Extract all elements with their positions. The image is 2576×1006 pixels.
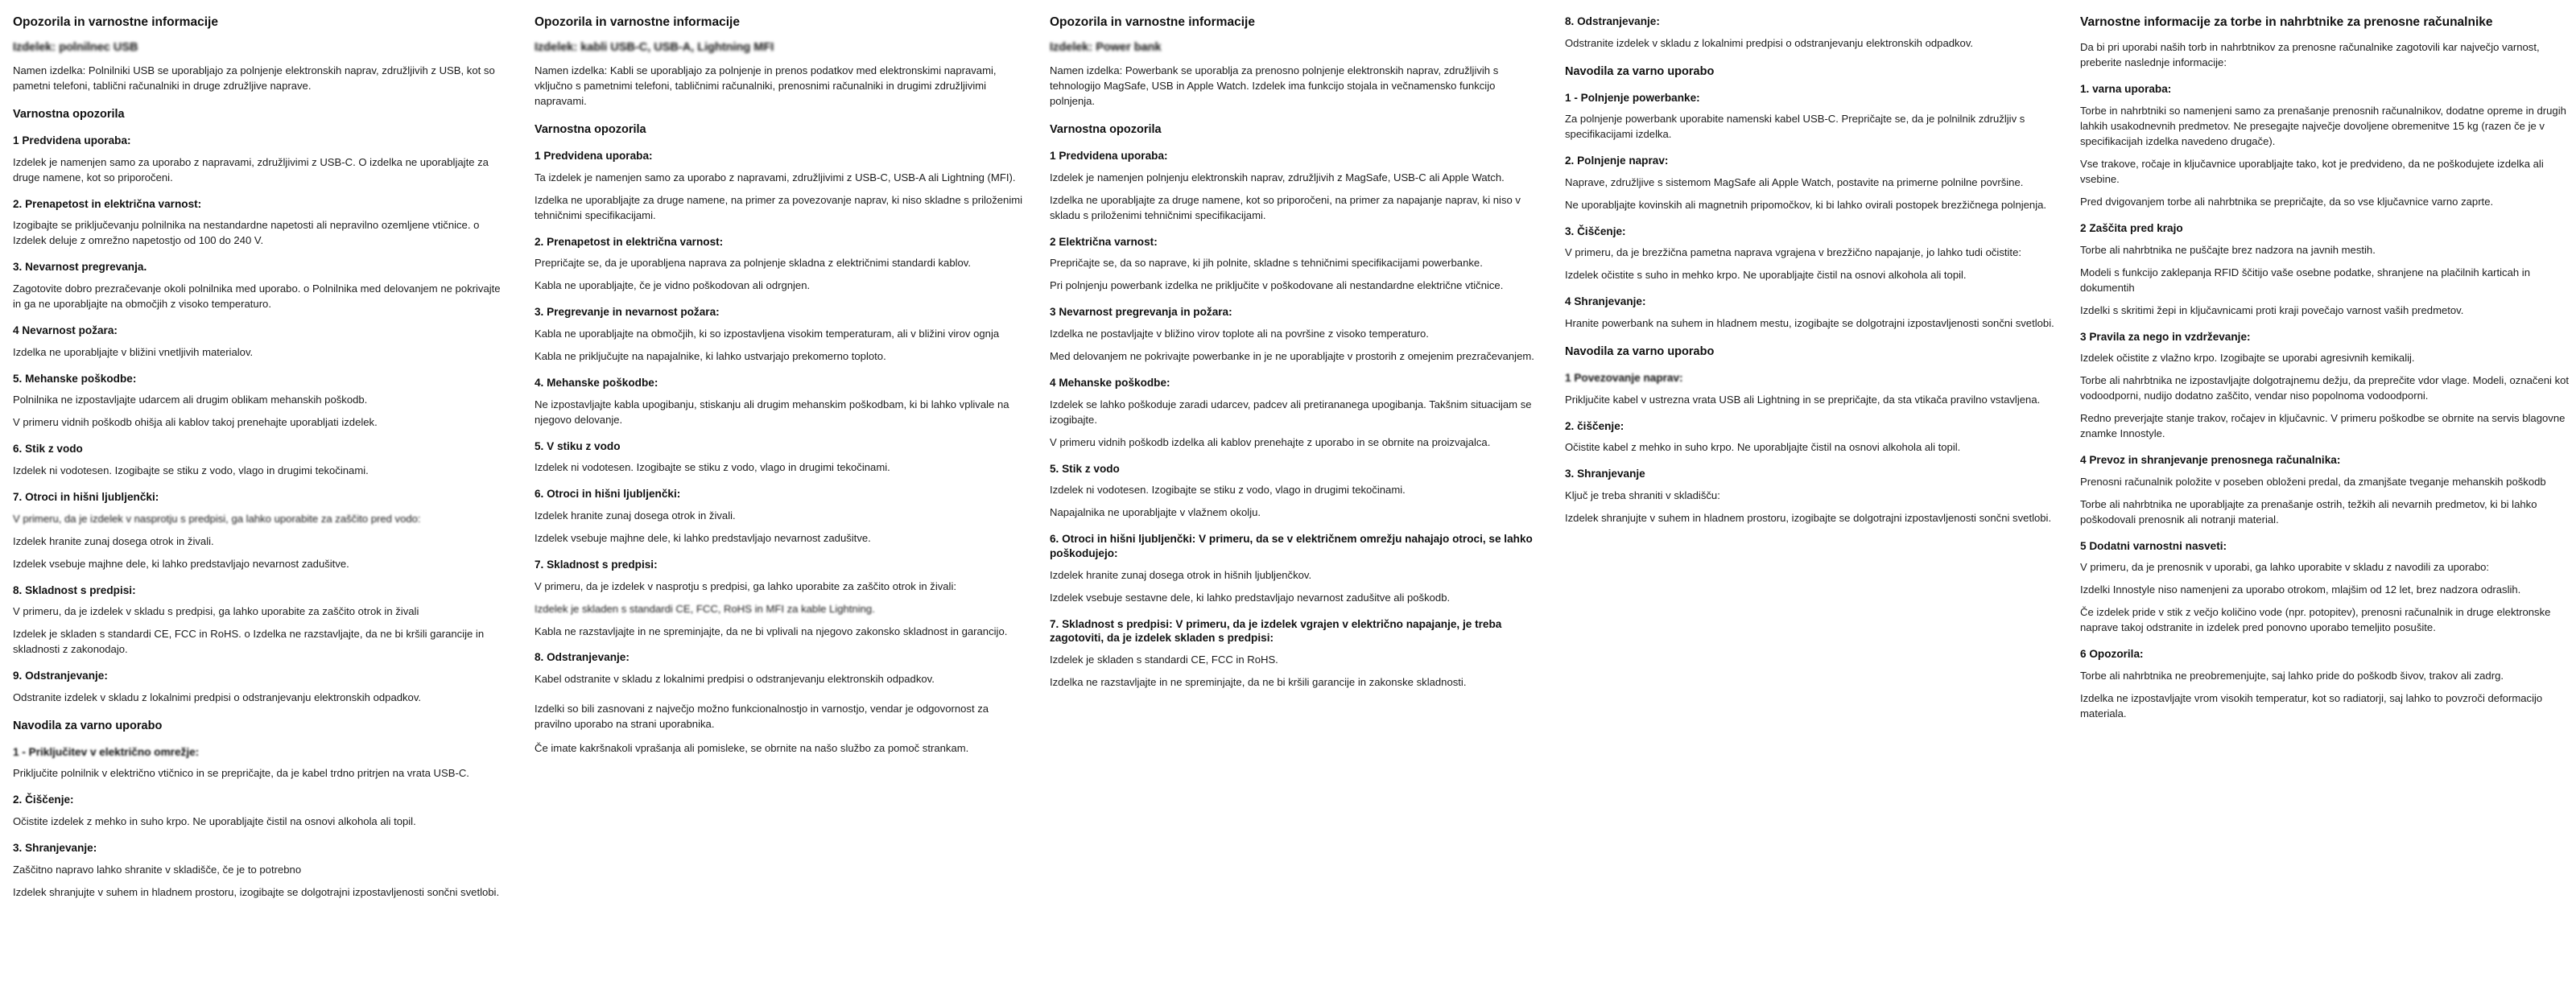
product-purpose: Namen izdelka: Kabli se uporabljajo za polnjenje in prenos podatkov med elektronskimi napravami, vključno s pametnimi telefoni, tabličnimi računalniki, prenosnimi računalniki in drugimi združljivimi napravami. [535,64,997,108]
item-title: 9. Odstranjevanje: [13,670,108,682]
item-text: Očistite izdelek z mehko in suho krpo. Ne uporabljajte čistil na osnovi alkohola ali topil. [13,814,416,827]
product-label: Izdelek: Power bank [1050,41,1162,55]
item-text: Izdelek je namenjen samo za uporabo z napravami, združljivimi z USB-C. O izdelka ne uporabljajte za druge namene, kot so priporočeni. [13,155,489,183]
item-text: Izdelek se lahko poškoduje zaradi udarcev, padcev ali pretirananega upogibanja. Takšnim situacijam se izogibajte. [1050,398,1532,426]
item-text: Za polnjenje powerbank uporabite namenski kabel USB-C. Prepričajte se, da je polnilnik združljiv s specifikacijami izdelka. [1565,113,2025,141]
item-title: 4 Shranjevanje: [1565,295,1646,308]
item-title: 1. varna uporaba: [2080,83,2172,96]
item-text: Izdelka ne uporabljajte v bližini vnetljivih materialov. [13,345,254,358]
item-text: Kabla ne razstavljajte in ne spreminjajte, da ne bi vplivali na njegovo zakonsko skladnost in garancijo. [535,625,1008,637]
item-text: Prepričajte se, da so naprave, ki jih polnite, skladne s tehničnimi specifikacijami powerbanke. [1050,257,1483,270]
item-title: 4 Prevoz in shranjevanje prenosnega računalnika: [2080,454,2341,467]
item-title: 2. čiščenje: [1565,419,1624,432]
item-text: Kabla ne priključujte na napajalnike, ki lahko ustvarjajo prekomerno toploto. [535,349,886,362]
section-heading-warnings: Varnostna opozorila [1050,123,1162,137]
item-text: Izdelki s skritimi žepi in ključavnicami proti kraji povečajo varnost vaših predmetov. [2080,303,2464,316]
item-text: Izdelek je skladen s standardi CE, FCC in RoHS. [1050,653,1278,666]
item-text: Izdelek očistite s suho in mehko krpo. Ne uporabljajte čistil na osnovi alkohola ali topil. [1565,269,1967,282]
item-title: 7. Otroci in hišni ljubljenčki: [13,490,159,503]
item-text: Izogibajte se priključevanju polnilnika na nestandardne napetosti ali nepravilno ozemljene vtičnice. o Izdelek deluje z omrežno napetostjo od 100 do 240 V. [13,219,480,247]
item-text: Zaščitno napravo lahko shranite v skladišče, če je to potrebno [13,863,302,876]
item-text: Torbe ali nahrbtnika ne uporabljajte za prenašanje ostrih, težkih ali nevarnih predmetov, ki bi lahko poškodovali prenosnik ali notranji material. [2080,497,2537,526]
item-title: 1 Predvidena uporaba: [1050,150,1168,163]
column-powerbank [1043,14,1558,1006]
item-title: 3. Čiščenje: [1565,225,1626,237]
item-text: Vse trakove, ročaje in ključavnice uporabljajte tako, kot je predvideno, da ne poškodujete izdelka ali vsebine. [2080,157,2544,185]
section-heading-warnings: Varnostna opozorila [535,123,646,137]
item-text: Kabla ne uporabljajte na območjih, ki so izpostavljena visokim temperaturam, ali v bližini virov ognja [535,327,1000,340]
item-title: 3. Nevarnost pregrevanja. [13,261,147,274]
item-text: Izdelka ne uporabljajte za druge namene, na primer za povezovanje naprav, ki niso skladne s priloženimi tehničnimi specifikacijami. [535,193,1023,221]
column-charger [13,14,528,1006]
item-text: Izdelek je skladen s standardi CE, FCC, RoHS in MFI za kable Lightning. [535,602,875,615]
item-text: Ključ je treba shraniti v skladišču: [1565,489,1720,501]
item-text: Izdelka ne izpostavljajte vrom visokih temperatur, kot so radiatorji, saj lahko to povzroči deformacijo materiala. [2080,692,2543,719]
item-text: Modeli s funkcijo zaklepanja RFID ščitijo vaše osebne podatke, shranjene na plačilnih karticah in dokumentih [2080,266,2530,294]
item-text: V primeru, da je brezžična pametna naprava vgrajena v brezžično napajanje, jo lahko tudi očistite: [1565,246,2021,259]
item-text: Pred dvigovanjem torbe ali nahrbtnika se prepričajte, da so vse ključavnice varno zaprte. [2080,195,2494,208]
section-heading-warnings: Varnostna opozorila [13,108,125,122]
item-text: Izdelek hranite zunaj dosega otrok in živali. [535,509,736,522]
item-title: 3. Shranjevanje: [13,841,97,854]
item-text: Izdelka ne uporabljajte za druge namene, kot so priporočeni, na primer za napajanje naprav, ki niso v skladu s priloženimi tehničnimi specifikacijami. [1050,193,1521,221]
item-text: Ne uporabljajte kovinskih ali magnetnih pripomočkov, ki bi lahko ovirali postopek brezžičnega polnjenja. [1565,198,2047,211]
column-powerbank-continued [1558,14,2074,1006]
item-text: Izdelek je namenjen polnjenju elektronskih naprav, združljivih z MagSafe, USB-C ali Apple Watch. [1050,171,1505,183]
item-title: 5 Dodatni varnostni nasveti: [2080,539,2227,552]
item-text: Odstranite izdelek v skladu z lokalnimi predpisi o odstranjevanju elektronskih odpadkov. [1565,36,1974,49]
item-text: Izdelek hranite zunaj dosega otrok in živali. [13,534,214,547]
item-text: Ta izdelek je namenjen samo za uporabo z napravami, združljivimi z USB-C, USB-A ali Lightning (MFI). [535,171,1016,183]
item-title: 4. Mehanske poškodbe: [535,376,658,389]
item-title: 2. Prenapetost in električna varnost: [535,235,724,248]
item-text: V primeru, da je izdelek v skladu s predpisi, ga lahko uporabite za zaščito otrok in živali [13,605,419,618]
item-title: 2 Zaščita pred krajo [2080,221,2183,234]
item-text: Prepričajte se, da je uporabljena naprava za polnjenje skladna z električnimi standardi kablov. [535,257,972,270]
item-text: V primeru, da je izdelek v nasprotju s predpisi, ga lahko uporabite za zaščito pred vodo: [13,512,421,525]
item-text: Izdelek vsebuje majhne dele, ki lahko predstavljajo nevarnost zadušitve. [535,531,871,544]
item-text: Hranite powerbank na suhem in hladnem mestu, izogibajte se dolgotrajni izpostavljenosti sončni svetlobi. [1565,317,2054,330]
item-title: 3. Pregrevanje in nevarnost požara: [535,306,720,319]
column-cables [528,14,1043,1006]
intro-text: Da bi pri uporabi naših torb in nahrbtnikov za prenosne računalnike zagotovili kar največjo varnost, preberite naslednje informacije: [2080,41,2540,69]
item-text: Naprave, združljive s sistemom MagSafe ali Apple Watch, postavite na primerne polnilne površine. [1565,175,2024,188]
item-text: Torbe ali nahrbtnika ne preobremenjujte, saj lahko pride do poškodb šivov, trakov ali zadrg. [2080,670,2504,682]
item-title: 6. Otroci in hišni ljubljenčki: [535,488,681,501]
page-title: Opozorila in varnostne informacije [535,15,740,29]
item-title: 5. Stik z vodo [1050,462,1120,475]
item-title: 7. Skladnost s predpisi: V primeru, da je izdelek vgrajen v električno napajanje, je treba zagotoviti, da je izdelek skladen s predpisi: [1050,617,1502,645]
item-text: Napajalnika ne uporabljajte v vlažnem okolju. [1050,506,1261,519]
item-title: 5. V stiku z vodo [535,439,621,452]
item-text: Izdelek ni vodotesen. Izogibajte se stiku z vodo, vlago in drugimi tekočinami. [535,461,890,474]
item-text: Izdelek ni vodotesen. Izogibajte se stiku z vodo, vlago in drugimi tekočinami. [1050,484,1406,497]
item-text: Izdelek vsebuje sestavne dele, ki lahko predstavljajo nevarnost zadušitve ali poškodb. [1050,591,1451,604]
item-text: Zagotovite dobro prezračevanje okoli polnilnika med uporabo. o Polnilnika med delovanjem ne pokrivajte in ga ne uporabljajte na območjih z visoko temperaturo. [13,282,501,310]
item-text: Polnilnika ne izpostavljajte udarcem ali drugim oblikam mehanskih poškodb. [13,394,368,406]
closing-text: Izdelki so bili zasnovani z največjo možno funkcionalnostjo in varnostjo, vendar je odgovornost za pravilno uporabo na strani uporabnika. [535,703,989,731]
item-text: Med delovanjem ne pokrivajte powerbanke in je ne uporabljajte v prostorih z omejenim prezračevanjem. [1050,349,1534,362]
item-text: V primeru vidnih poškodb izdelka ali kablov prenehajte z uporabo in se obrnite na proizvajalca. [1050,435,1491,448]
section-heading-usage: Navodila za varno uporabo [1565,64,1715,78]
item-text: Kabel odstranite v skladu z lokalnimi predpisi o odstranjevanju elektronskih odpadkov. [535,673,935,686]
item-text: Izdelek shranjujte v suhem in hladnem prostoru, izogibajte se dolgotrajni izpostavljenosti sončni svetlobi. [1565,511,2052,524]
item-text: V primeru vidnih poškodb ohišja ali kablov takoj prenehajte uporabljati izdelek. [13,416,378,429]
item-title: 6. Otroci in hišni ljubljenčki: V primeru, da se v električnem omrežju nahajajo otroci, se lahko poškodujejo: [1050,533,1533,559]
page-title: Varnostne informacije za torbe in nahrbtnike za prenosne računalnike [2080,15,2493,29]
item-title: 2. Čiščenje: [13,794,74,806]
item-text: Priključite kabel v ustrezna vrata USB ali Lightning in se prepričajte, da sta vtikača pravilno vstavljena. [1565,393,2041,406]
page-title: Opozorila in varnostne informacije [13,15,218,29]
item-title: 1 - Polnjenje powerbanke: [1565,91,1700,104]
item-text: Če izdelek pride v stik z večjo količino vode (npr. potopitev), prenosni računalnik in druge elektronske naprave takoj odstranite in izdelek pred ponovno uporabo temeljito posušite. [2080,606,2551,634]
item-title: 1 Predvidena uporaba: [13,134,131,147]
item-text: Pri polnjenju powerbank izdelka ne priključite v poškodovane ali nestandardne električne vtičnice. [1050,279,1504,292]
item-text: Izdelek očistite z vlažno krpo. Izogibajte se uporabi agresivnih kemikalij. [2080,352,2415,365]
item-title: 7. Skladnost s predpisi: [535,558,658,571]
item-title: 6. Stik z vodo [13,443,83,456]
item-text: Kabla ne uporabljajte, če je vidno poškodovan ali odrgnjen. [535,279,811,292]
column-bags [2074,14,2576,1006]
item-text: Izdelek shranjujte v suhem in hladnem prostoru, izogibajte se dolgotrajni izpostavljenosti sončni svetlobi. [13,885,500,898]
item-title: 4 Nevarnost požara: [13,324,118,336]
item-text: Izdelek ni vodotesen. Izogibajte se stiku z vodo, vlago in drugimi tekočinami. [13,464,369,476]
closing-text: Če imate kakršnakoli vprašanja ali pomisleke, se obrnite na našo službo za pomoč strankam. [535,742,969,755]
item-title: 3. Shranjevanje [1565,468,1645,480]
product-purpose: Namen izdelka: Polnilniki USB se uporabljajo za polnjenje elektronskih naprav, združljivih z USB, kot so pametni telefoni, tablični računalniki in druge združljive naprave. [13,64,495,93]
item-text: Torbe in nahrbtniki so namenjeni samo za prenašanje prenosnih računalnikov, dodatne opreme in drugih lahkih usakodnevnih predmetov. Ne presegajte največje dovoljene obremenitve 15 kg (razen če je v specifikacijah izdelka navedeno drugače). [2080,105,2566,147]
item-text: Torbe ali nahrbtnika ne puščajte brez nadzora na javnih mestih. [2080,243,2376,256]
item-title: 4 Mehanske poškodbe: [1050,376,1170,389]
item-text: Ne izpostavljajte kabla upogibanju, stiskanju ali drugim mehanskim poškodbam, ki bi lahko vplivale na njegovo delovanje. [535,398,1009,426]
item-text: Izdelka ne postavljajte v bližino virov toplote ali na površine z visoko temperaturo. [1050,327,1429,340]
item-text: Redno preverjajte stanje trakov, ročajev in ključavnic. V primeru poškodbe se obrnite na servis blagovne znamke Innostyle. [2080,412,2566,440]
item-title: 6 Opozorila: [2080,648,2144,661]
item-title: 3 Nevarnost pregrevanja in požara: [1050,306,1232,319]
product-purpose: Namen izdelka: Powerbank se uporablja za prenosno polnjenje elektronskih naprav, združljivih s tehnologijo MagSafe, USB in Apple Watch. Izdelek ima funkcijo stojala in večnamensko funkcijo polnjenja. [1050,64,1499,108]
item-text: Izdelek hranite zunaj dosega otrok in hišnih ljubljenčkov. [1050,568,1312,581]
item-title: 2 Električna varnost: [1050,235,1158,248]
page-title: Opozorila in varnostne informacije [1050,15,1255,29]
item-title: 2. Prenapetost in električna varnost: [13,197,202,210]
item-text: Izdelek je skladen s standardi CE, FCC in RoHS. o Izdelka ne razstavljajte, da ne bi kršili garancije in skladnosti z zakonodajo. [13,628,485,656]
item-text: Odstranite izdelek v skladu z lokalnimi predpisi o odstranjevanju elektronskih odpadkov. [13,691,422,703]
section-heading-usage-cables: Navodila za varno uporabo [1565,345,1715,359]
item-title: 1 Predvidena uporaba: [535,150,653,163]
section-heading-usage: Navodila za varno uporabo [13,719,163,732]
item-text: Priključite polnilnik v električno vtičnico in se prepričajte, da je kabel trdno pritrjen na vrata USB-C. [13,767,469,780]
item-text: Izdelek vsebuje majhne dele, ki lahko predstavljajo nevarnost zadušitve. [13,557,349,570]
item-text: V primeru, da je izdelek v nasprotju s predpisi, ga lahko uporabite za zaščito otrok in živali: [535,579,957,592]
item-title: 1 - Priključitev v električno omrežje: [13,745,200,758]
item-title: 1 Povezovanje naprav: [1565,371,1683,384]
item-title: 5. Mehanske poškodbe: [13,372,137,385]
item-text: Torbe ali nahrbtnika ne izpostavljajte dolgotrajnemu dežju, da preprečite vdor vlage. Modeli, označeni kot vodoodporni, nudijo dodatno zaščito, vendar niso popolnoma vodoodporni. [2080,374,2570,402]
product-label: Izdelek: kabli USB-C, USB-A, Lightning MFI [535,41,774,55]
product-label: Izdelek: polnilnec USB [13,41,138,55]
item-title: 8. Odstranjevanje: [1565,15,1660,27]
item-title: 8. Skladnost s predpisi: [13,583,136,596]
item-title: 8. Odstranjevanje: [535,651,630,664]
item-text: Prenosni računalnik položite v poseben obloženi predal, da zmanjšate tveganje mehanskih poškodb [2080,475,2546,488]
item-text: Izdelka ne razstavljajte in ne spreminjajte, da ne bi kršili garancije in zakonske skladnosti. [1050,675,1467,688]
item-text: Izdelki Innostyle niso namenjeni za uporabo otrokom, mlajšim od 12 let, brez nadzora odraslih. [2080,583,2521,596]
item-text: Očistite kabel z mehko in suho krpo. Ne uporabljajte čistil na osnovi alkohola ali topil. [1565,441,1961,454]
item-title: 3 Pravila za nego in vzdrževanje: [2080,330,2251,343]
item-text: V primeru, da je prenosnik v uporabi, ga lahko uporabite v skladu z navodili za uporabo: [2080,561,2490,574]
item-title: 2. Polnjenje naprav: [1565,155,1669,167]
